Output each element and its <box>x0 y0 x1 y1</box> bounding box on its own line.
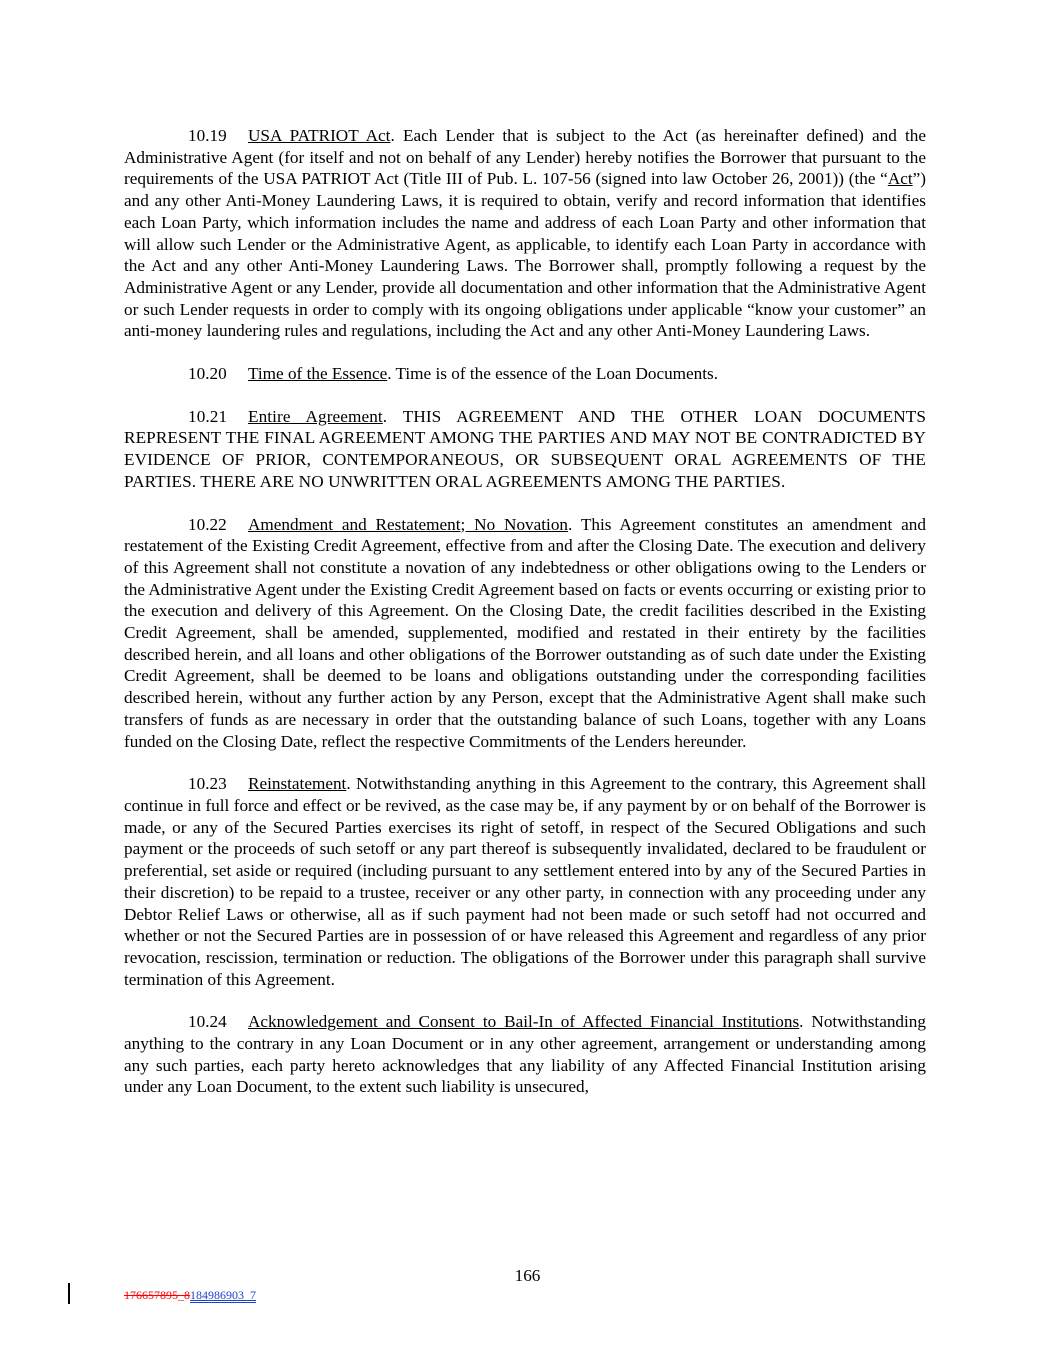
revision-change-bar <box>68 1283 70 1304</box>
section-number: 10.23 <box>188 774 227 794</box>
section-text: . This Agreement constitutes an amendment and restatement of the Existing Credit Agreement, effective from and after the Closing Date. The execution and delivery of this Agreement shall not constitute a novation of any indebtedness or other obligations owing to the Lenders or the Administrative Agent under the Existing Credit Agreement based on facts or events occurring or existing prior to the execution and delivery of this Agreement. On the Closing Date, the credit facilities described in the Existing Credit Agreement, shall be amended, supplemented, modified and restated in their entirety by the facilities described herein, and all loans and other obligations of the Borrower outstanding as of such date under the Existing Credit Agreement, shall be deemed to be loans and obligations outstanding under the corresponding facilities described herein, without any further action by any Person, except that the Administrative Agent shall make such transfers of funds as are necessary in order that the outstanding balance of such Loans, together with any Loans funded on the Closing Date, reflect the respective Commitments of the Lenders hereunder. <box>124 514 926 751</box>
section-10-21 <box>124 406 926 493</box>
section-heading: Acknowledgement and Consent to Bail-In of Affected Financial Institutions <box>248 1012 800 1032</box>
section-heading: Time of the Essence <box>248 364 388 384</box>
document-id <box>124 1288 256 1302</box>
section-number: 10.24 <box>188 1012 227 1032</box>
section-number: 10.21 <box>188 406 228 426</box>
section-10-19 <box>124 125 926 342</box>
section-10-23 <box>124 773 926 990</box>
section-number: 10.22 <box>188 514 227 534</box>
section-number: 10.19 <box>188 126 227 145</box>
section-heading: Amendment and Restatement; No Novation <box>248 514 569 534</box>
page-number: 166 <box>514 1266 541 1285</box>
section-10-22 <box>124 514 926 753</box>
section-10-24 <box>124 1011 926 1098</box>
doc-id-deleted: 176657895_8 <box>124 1288 190 1302</box>
section-text: . Time is of the essence of the Loan Documents. <box>387 364 719 384</box>
section-10-20 <box>124 363 926 385</box>
section-number: 10.20 <box>188 364 227 384</box>
section-heading: USA PATRIOT Act <box>248 126 391 145</box>
section-text: . Notwithstanding anything to the contrary in any Loan Document or in any other agreement, arrangement or understanding among any such parties, each party hereto acknowledges that any liability of any Affected Financial Institution arising under any Loan Document, to the extent such liability is unsecured, <box>124 1012 926 1097</box>
section-text: . Each Lender that is subject to the Act (as hereinafter defined) and the Administrative Agent (for itself and not on behalf of any Lender) hereby notifies the Borrower that pursuant to the requirements of the USA PATRIOT Act (Title III of Pub. L. 107-56 (signed into law October 26, 2001)) (the “ <box>124 126 926 189</box>
section-text: . Notwithstanding anything in this Agreement to the contrary, this Agreement shall continue in full force and effect or be revived, as the case may be, if any payment by or on behalf of the Borrower is made, or any of the Secured Parties exercises its right of setoff, in respect of the Secured Obligations and such payment or the proceeds of such setoff or any part thereof is subsequently invalidated, declared to be fraudulent or preferential, set aside or required (including pursuant to any settlement entered into by any of the Secured Parties in their discretion) to be repaid to a trustee, receiver or any other party, in connection with any proceeding under any Debtor Relief Laws or otherwise, all as if such payment had not been made or such setoff had not occurred and whether or not the Secured Parties are in possession of or have released this Agreement and regardless of any prior revocation, rescission, termination or reduction. The obligations of the Borrower under this paragraph shall survive termination of this Agreement. <box>124 774 926 989</box>
section-heading: Reinstatement <box>248 774 347 794</box>
doc-id-inserted: 184986903_7 <box>190 1288 256 1302</box>
section-text: . THIS AGREEMENT AND THE OTHER LOAN DOCUMENTS REPRESENT THE FINAL AGREEMENT AMONG THE PARTIES AND MAY NOT BE CONTRADICTED BY EVIDENCE OF PRIOR, CONTEMPORANEOUS, OR SUBSEQUENT ORAL AGREEMENTS OF THE PARTIES. THERE ARE NO UNWRITTEN ORAL AGREEMENTS AMONG THE PARTIES. <box>124 406 926 491</box>
document-body <box>124 125 926 1119</box>
defined-term: Act <box>887 169 913 189</box>
section-text: ”) and any other Anti-Money Laundering Laws, it is required to obtain, verify and record information that identifies each Loan Party, which information includes the name and address of each Loan Party and other information that will allow such Lender or the Administrative Agent, as applicable, to identify each Loan Party in accordance with the Act and any other Anti-Money Laundering Laws. The Borrower shall, promptly following a request by the Administrative Agent or any Lender, provide all documentation and other information that the Administrative Agent or such Lender requests in order to comply with its ongoing obligations under applicable “know your customer” an anti-money laundering rules and regulations, including the Act and any other Anti-Money Laundering Laws. <box>124 169 926 341</box>
section-heading: Entire Agreement <box>248 406 383 426</box>
